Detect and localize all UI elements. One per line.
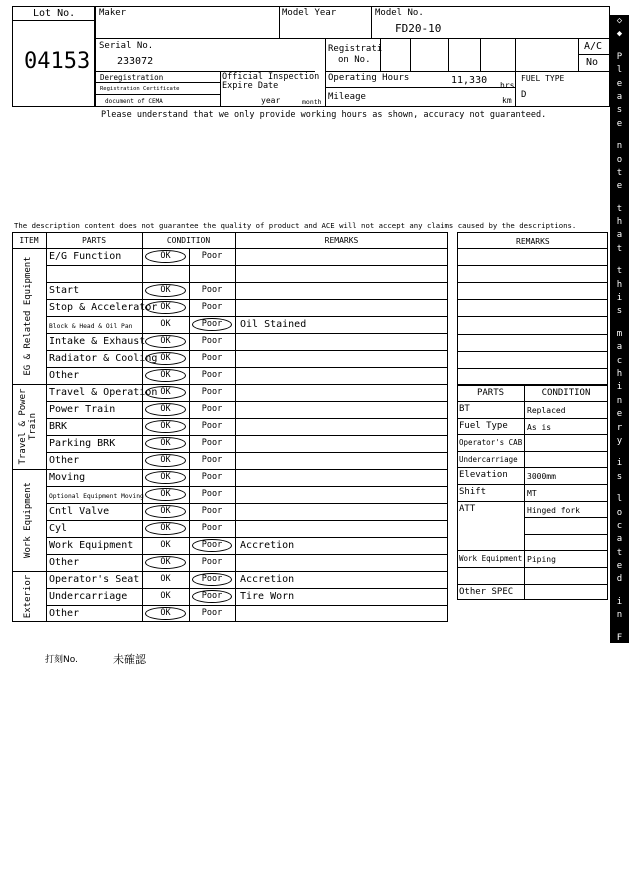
- part-name: Other: [49, 557, 80, 568]
- serial-value: 233072: [117, 56, 154, 67]
- selected-condition-circle: [145, 403, 186, 416]
- part-name: BRK: [49, 421, 68, 432]
- right-remarks-header: REMARKS: [516, 237, 550, 246]
- group-label: Exterior: [23, 574, 33, 619]
- selected-condition-circle: [145, 505, 186, 518]
- group-label: EG & Related Equipment: [23, 256, 33, 376]
- part-name: Cyl: [49, 523, 68, 534]
- part-name: Moving: [49, 472, 86, 483]
- condition-ok: OK: [160, 421, 171, 431]
- spec-part: ATT: [459, 503, 476, 514]
- part-name: Radiator & Cooling: [49, 353, 158, 364]
- operating-hours-label: Operating Hours: [328, 73, 410, 83]
- condition-poor: Poor: [201, 421, 223, 431]
- condition-poor: Poor: [201, 387, 223, 397]
- part-name: Other: [49, 455, 80, 466]
- condition-poor: Poor: [201, 557, 223, 567]
- hrs-unit: hrs: [500, 81, 515, 90]
- condition-ok: OK: [160, 370, 171, 380]
- spec-condition: 3000mm: [527, 472, 556, 482]
- cema-label: document of CEMA: [105, 98, 163, 105]
- fuel-type-label: FUEL TYPE: [521, 74, 565, 83]
- spec-part: Operator's CAB: [459, 438, 523, 448]
- part-name: Stop & Accelerator: [49, 302, 158, 313]
- model-no-value: FD20-10: [395, 22, 442, 35]
- condition-poor: Poor: [201, 251, 223, 261]
- ac-value: No: [586, 57, 599, 68]
- condition-poor: Poor: [201, 285, 223, 295]
- selected-condition-circle: [192, 539, 232, 552]
- group-label: Work Equipment: [23, 482, 33, 558]
- spec-part: BT: [459, 404, 470, 414]
- condition-poor: Poor: [201, 489, 223, 499]
- spec-part: Elevation: [459, 470, 508, 481]
- condition-poor: Poor: [201, 574, 223, 584]
- ac-label: A/C: [584, 41, 603, 52]
- fuel-type-value: D: [521, 90, 527, 100]
- condition-poor: Poor: [201, 523, 223, 533]
- part-name: Power Train: [49, 404, 116, 415]
- remark-text: Tire Worn: [240, 591, 295, 602]
- condition-ok: OK: [160, 353, 171, 363]
- condition-ok: OK: [160, 523, 171, 533]
- selected-condition-circle: [145, 386, 186, 399]
- selected-condition-circle: [145, 420, 186, 433]
- condition-ok: OK: [160, 489, 171, 499]
- part-name: Cntl Valve: [49, 506, 110, 517]
- disclaimer-text: The description content does not guarantee the quality of product and ACE will not accept any claims caused by the descriptions.: [14, 221, 577, 230]
- group-label-line: Travel & Power: [18, 388, 28, 465]
- spec-part: Other SPEC: [459, 586, 514, 597]
- condition-ok: OK: [160, 455, 171, 465]
- condition-ok: OK: [160, 540, 171, 550]
- condition-ok: OK: [160, 285, 171, 295]
- spec-part: Shift: [459, 487, 487, 497]
- sidebar-text: ◇ ◆ P l e a s e n o t e t h a t t h i s m a c h i n e r y i s l o c a t e d i n F o r k l i f t P a r k i n g ◆ ◇: [616, 16, 623, 875]
- spec-header-condition: CONDITION: [541, 388, 591, 398]
- condition-ok: OK: [160, 302, 171, 312]
- condition-poor: Poor: [201, 302, 223, 312]
- condition-ok: OK: [160, 336, 171, 346]
- selected-condition-circle: [192, 573, 232, 586]
- condition-ok: OK: [160, 506, 171, 516]
- selected-condition-circle: [145, 250, 186, 263]
- condition-poor: Poor: [201, 591, 223, 601]
- lot-label: Lot No.: [33, 8, 76, 19]
- spec-condition: MT: [527, 489, 537, 498]
- condition-ok: OK: [160, 387, 171, 397]
- column-header-parts: PARTS: [81, 236, 107, 245]
- mileage-label: Mileage: [328, 92, 366, 102]
- spec-part: Undercarriage: [459, 454, 518, 464]
- condition-ok: OK: [160, 319, 171, 329]
- stamp-value: 未確認: [113, 653, 146, 666]
- condition-ok: OK: [160, 591, 171, 601]
- condition-ok: OK: [160, 557, 171, 567]
- inspection-label-2: Expire Date: [222, 81, 279, 91]
- maker-label: Maker: [99, 8, 127, 18]
- selected-condition-circle: [145, 556, 186, 569]
- serial-label: Serial No.: [99, 41, 154, 51]
- spec-condition: As is: [527, 422, 552, 432]
- condition-poor: Poor: [201, 608, 223, 618]
- spec-condition: Replaced: [527, 406, 566, 415]
- condition-poor: Poor: [201, 438, 223, 448]
- spec-condition: Hinged fork: [527, 505, 580, 515]
- part-name: Travel & Operation: [49, 387, 158, 398]
- selected-condition-circle: [145, 352, 186, 365]
- notice-text: Please understand that we only provide working hours as shown, accuracy not guaranteed.: [101, 110, 547, 120]
- condition-ok: OK: [160, 574, 171, 584]
- part-name: Operator's Seat: [49, 574, 140, 585]
- selected-condition-circle: [145, 522, 186, 535]
- part-name: Intake & Exhaust: [49, 336, 146, 347]
- part-name: Block & Head & Oil Pan: [49, 323, 133, 330]
- month-label: month: [302, 98, 322, 106]
- condition-ok: OK: [160, 472, 171, 482]
- condition-poor: Poor: [201, 319, 223, 329]
- selected-condition-circle: [145, 301, 186, 314]
- condition-poor: Poor: [201, 540, 223, 550]
- registration-label-2: on No.: [338, 55, 371, 65]
- condition-poor: Poor: [201, 472, 223, 482]
- right-remarks-table: [457, 232, 608, 385]
- condition-poor: Poor: [201, 370, 223, 380]
- group-label: [18, 384, 38, 469]
- column-header-condition: CONDITION: [166, 236, 211, 245]
- inspection-label: Official Inspection: [222, 72, 320, 82]
- selected-condition-circle: [145, 284, 186, 297]
- remark-text: Oil Stained: [240, 319, 307, 330]
- condition-poor: Poor: [201, 353, 223, 363]
- condition-ok: OK: [160, 404, 171, 414]
- selected-condition-circle: [145, 607, 186, 620]
- column-header-remarks: REMARKS: [324, 236, 359, 245]
- part-name: Undercarriage: [49, 591, 128, 602]
- condition-ok: OK: [160, 438, 171, 448]
- selected-condition-circle: [192, 318, 232, 331]
- condition-poor: Poor: [201, 336, 223, 346]
- selected-condition-circle: [145, 471, 186, 484]
- part-name: Parking BRK: [49, 438, 116, 449]
- selected-condition-circle: [145, 369, 186, 382]
- model-year-label: Model Year: [282, 8, 337, 18]
- registration-certificate-label: Registration Certificate: [100, 86, 180, 92]
- model-no-label: Model No.: [375, 8, 424, 18]
- operating-hours-value: 11,330: [451, 75, 488, 86]
- stamp-label: 打刻No.: [45, 655, 78, 665]
- registration-label: Registrati: [328, 44, 383, 54]
- group-label-line: Train: [28, 412, 38, 441]
- spec-condition: Piping: [527, 555, 556, 565]
- part-name: E/G Function: [49, 251, 122, 262]
- part-name: Other: [49, 608, 80, 619]
- condition-ok: OK: [160, 251, 171, 261]
- spec-header-parts: PARTS: [476, 388, 505, 398]
- spec-part: Fuel Type: [459, 420, 508, 431]
- spec-part: Work Equipment: [459, 554, 523, 564]
- selected-condition-circle: [145, 488, 186, 501]
- column-header-item: ITEM: [19, 236, 39, 245]
- part-name: Work Equipment: [49, 540, 134, 551]
- selected-condition-circle: [145, 437, 186, 450]
- selected-condition-circle: [145, 454, 186, 467]
- selected-condition-circle: [192, 590, 232, 603]
- year-label: year: [261, 96, 281, 105]
- condition-poor: Poor: [201, 455, 223, 465]
- part-name: Other: [49, 370, 80, 381]
- condition-poor: Poor: [201, 404, 223, 414]
- selected-condition-circle: [145, 335, 186, 348]
- location-notice-sidebar: [610, 15, 629, 875]
- remark-text: Accretion: [240, 540, 295, 551]
- deregistration-label: Deregistration: [100, 73, 164, 82]
- part-name: Optional Equipment Moving: [49, 493, 144, 500]
- condition-ok: OK: [160, 608, 171, 618]
- remark-text: Accretion: [240, 574, 295, 585]
- km-unit: km: [502, 96, 512, 105]
- lot-number: 04153: [24, 49, 91, 74]
- condition-poor: Poor: [201, 506, 223, 516]
- part-name: Start: [49, 285, 80, 296]
